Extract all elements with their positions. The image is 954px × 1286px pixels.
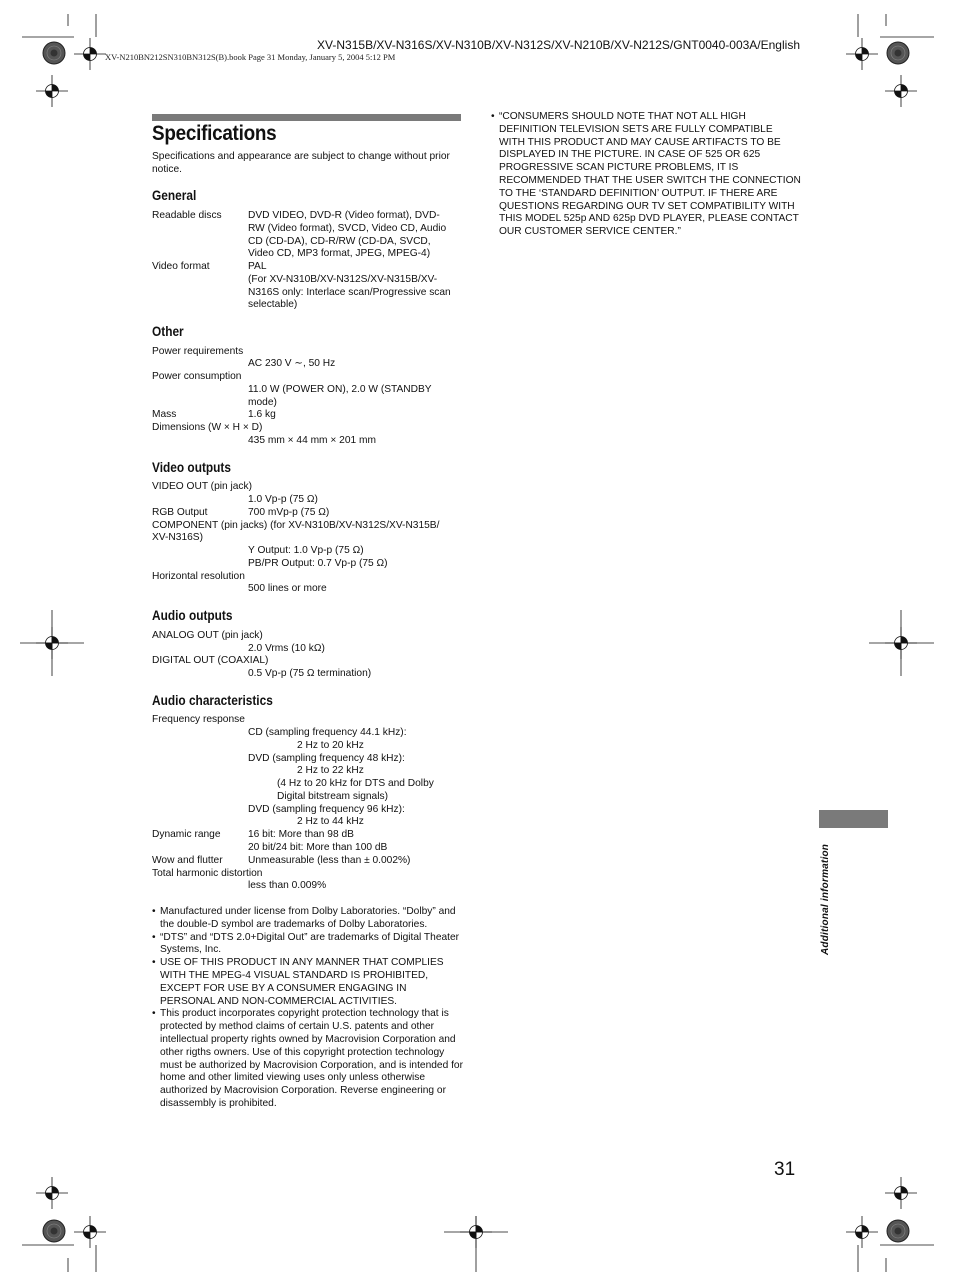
section-tab (819, 810, 888, 828)
label-readable-discs: Readable discs (152, 210, 222, 221)
label-digital-out: DIGITAL OUT (COAXIAL) (152, 655, 269, 666)
heading-audio-characteristics: Audio characteristics (152, 693, 273, 708)
label-rgb-output: RGB Output (152, 507, 208, 518)
value-cd-range: 2 Hz to 20 kHz (297, 740, 364, 751)
label-wow-flutter: Wow and flutter (152, 855, 223, 866)
label-dynamic-range: Dynamic range (152, 829, 221, 840)
value-dvd48-sampling: DVD (sampling frequency 48 kHz): (248, 753, 405, 764)
label-video-out: VIDEO OUT (pin jack) (152, 481, 253, 492)
label-thd: Total harmonic distortion (152, 868, 263, 879)
page-title: Specifications (152, 122, 277, 145)
label-dimensions: Dimensions (W × H × D) (152, 422, 263, 433)
value-thd: less than 0.009% (248, 880, 327, 891)
heading-general: General (152, 188, 197, 203)
label-mass: Mass (152, 409, 177, 420)
value-power-requirements: AC 230 V ∼, 50 Hz (248, 358, 336, 369)
note-item: • This product incorporates copyright protection technology that is protected by method claims of certain U.S. patents and other intellectual property rights owned by Macrovision Corporation and other rigths owners. Use of this copyright protection technology must be authorized by Macrovision Corporation, and is intended for home and other limited viewing uses only unless otherwise authorized by Macrovision Corporation. Reverse engineering or disassembly is prohibited. (152, 1008, 464, 1110)
value-horizontal-resolution: 500 lines or more (248, 583, 327, 594)
note-item: • “DTS” and “DTS 2.0+Digital Out” are trademarks of Digital Theater Systems, Inc. (152, 932, 464, 958)
model-header: XV-N315B/XV-N316S/XV-N310B/XV-N312S/XV-N210B/XV-N212S/GNT0040-003A/English (317, 38, 800, 52)
side-tab-text: Additional information (820, 843, 831, 955)
value-dvd96-sampling: DVD (sampling frequency 96 kHz): (248, 804, 405, 815)
label-analog-out: ANALOG OUT (pin jack) (152, 630, 263, 641)
value-video-out: 1.0 Vp-p (75 Ω) (248, 494, 318, 505)
label-horizontal-resolution: Horizontal resolution (152, 571, 245, 582)
page-number: 31 (774, 1159, 796, 1180)
note-item: • USE OF THIS PRODUCT IN ANY MANNER THAT COMPLIES WITH THE MPEG-4 VISUAL STANDARD IS PROHIBITED, EXCEPT FOR USE BY A CONSUMER ENGAGING IN PERSONAL AND NON-COMMERCIAL ACTIVITIES. (152, 957, 464, 1008)
value-dts-note: (4 Hz to 20 kHz for DTS and Dolby (277, 778, 434, 789)
value-dvd96-range: 2 Hz to 44 kHz (297, 816, 364, 827)
label-power-requirements: Power requirements (152, 346, 244, 357)
value-dvd48-range: 2 Hz to 22 kHz (297, 765, 364, 776)
value-rgb-output: 700 mVp-p (75 Ω) (248, 507, 330, 518)
value-cd-sampling: CD (sampling frequency 44.1 kHz): (248, 727, 407, 738)
label-frequency-response: Frequency response (152, 714, 245, 725)
value-readable-discs: DVD VIDEO, DVD-R (Video format), DVD- RW (Video format), SVCD, Video CD, Audio CD (CD-DA), CD-R/RW (CD-DA, SVCD, Video CD, MP3 format, JPEG, MPEG-4) (248, 210, 447, 260)
book-info: XV-N210BN212SN310BN312S(B).book Page 31 Monday, January 5, 2004 5:12 PM (105, 52, 396, 62)
label-component-cont: XV-N316S) (152, 532, 203, 543)
heading-video-outputs: Video outputs (152, 460, 231, 475)
value-mass: 1.6 kg (248, 409, 276, 420)
intro-text: Specifications and appearance are subject to change without prior notice. (152, 151, 450, 175)
label-component: COMPONENT (pin jacks) (for XV-N310B/XV-N312S/XV-N315B/ (152, 520, 440, 531)
value-dimensions: 435 mm × 44 mm × 201 mm (248, 435, 376, 446)
heading-audio-outputs: Audio outputs (152, 608, 233, 623)
value-dynamic-range-2: 20 bit/24 bit: More than 100 dB (248, 842, 388, 853)
value-analog-out: 2.0 Vrms (10 kΩ) (248, 643, 325, 654)
note-item: • “CONSUMERS SHOULD NOTE THAT NOT ALL HIGH DEFINITION TELEVISION SETS ARE FULLY COMPATIBLE WITH THIS PRODUCT AND MAY CAUSE ARTIFACTS TO BE DISPLAYED IN THE PICTURE. IN CASE OF 525 OR 625 PROGRESSIVE SCAN PICTURE PROBLEMS, IT IS RECOMMENDED THAT THE USER SWITCH THE CONNECTION TO THE ‘STANDARD DEFINITION’ OUTPUT. IF THERE ARE QUESTIONS REGARDING OUR TV SET COMPATIBILITY WITH THIS MODEL 525p AND 625p DVD PLAYER, PLEASE CONTACT OUR CUSTOMER SERVICE CENTER.” (491, 111, 801, 239)
heading-other: Other (152, 324, 184, 339)
value-dynamic-range: 16 bit: More than 98 dB (248, 829, 354, 840)
side-tab-label (812, 840, 836, 960)
value-pb-pr-output: PB/PR Output: 0.7 Vp-p (75 Ω) (248, 558, 388, 569)
note-item: • Manufactured under license from Dolby Laboratories. “Dolby” and the double-D symbol are trademarks of Dolby Laboratories. (152, 906, 464, 932)
label-video-format: Video format (152, 261, 210, 272)
value-video-format: PAL (For XV-N310B/XV-N312S/XV-N315B/XV- N316S only: Interlace scan/Progressive scan selectable) (248, 261, 451, 311)
label-power-consumption: Power consumption (152, 371, 242, 382)
value-y-output: Y Output: 1.0 Vp-p (75 Ω) (248, 545, 364, 556)
title-bar (152, 114, 461, 121)
hdtv-notice (491, 111, 801, 239)
notes-list (152, 906, 464, 1111)
value-digital-out: 0.5 Vp-p (75 Ω termination) (248, 668, 372, 679)
value-wow-flutter: Unmeasurable (less than ± 0.002%) (248, 855, 411, 866)
value-power-consumption: 11.0 W (POWER ON), 2.0 W (STANDBY mode) (248, 384, 432, 408)
value-dts-note-cont: Digital bitstream signals) (277, 791, 388, 802)
